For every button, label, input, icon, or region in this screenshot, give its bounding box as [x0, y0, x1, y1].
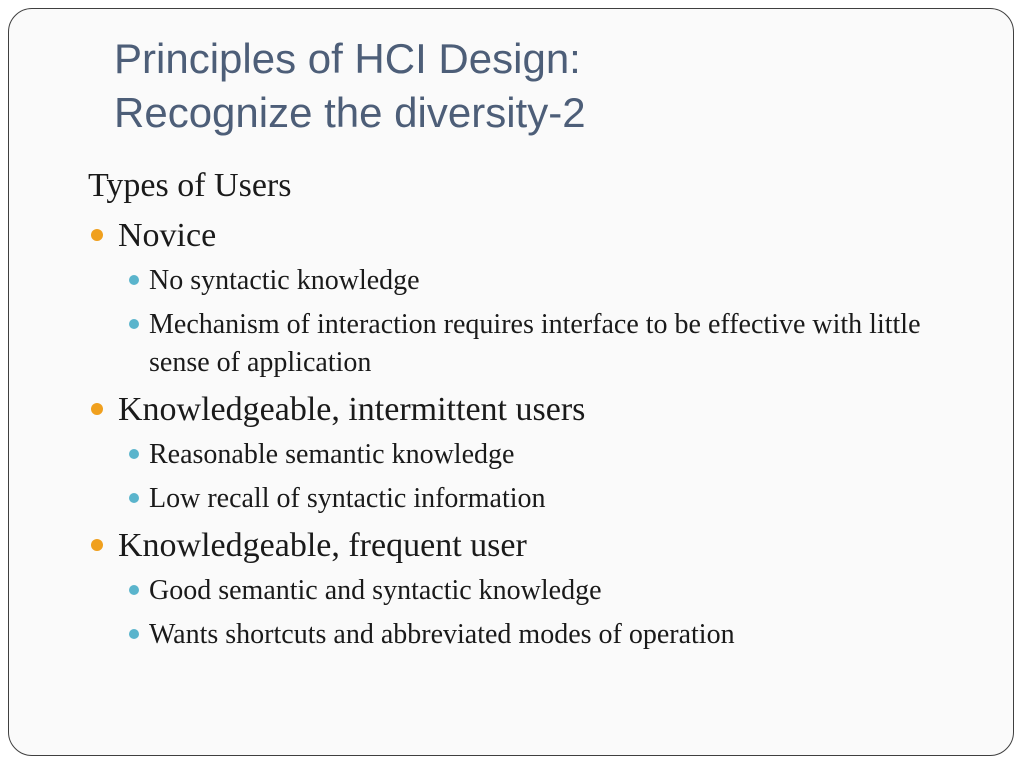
blue-bullet-icon: [129, 319, 139, 329]
title-line-2: Recognize the diversity-2: [114, 89, 586, 136]
title-line-1: Principles of HCI Design:: [114, 35, 581, 82]
orange-bullet-icon: [91, 539, 103, 551]
user-type-group-intermittent: [88, 390, 948, 518]
bullet-text: Wants shortcuts and abbreviated modes of operation: [149, 619, 735, 650]
bullet-text: No syntactic knowledge: [149, 265, 420, 296]
blue-bullet-icon: [129, 629, 139, 639]
bullet-level1: [88, 390, 948, 430]
bullet-level1: [88, 216, 948, 256]
slide-body: [88, 166, 948, 662]
bullet-heading: Knowledgeable, intermittent users: [118, 391, 586, 428]
slide-title: [114, 32, 974, 140]
bullet-level2: [88, 262, 948, 300]
bullet-level2: [88, 436, 948, 474]
orange-bullet-icon: [91, 403, 103, 415]
bullet-level2: [88, 480, 948, 518]
user-type-group-novice: [88, 216, 948, 382]
bullet-heading: Knowledgeable, frequent user: [118, 527, 527, 564]
blue-bullet-icon: [129, 449, 139, 459]
bullet-text: Reasonable semantic knowledge: [149, 439, 515, 470]
bullet-level2: [88, 616, 948, 654]
blue-bullet-icon: [129, 493, 139, 503]
user-type-group-frequent: [88, 526, 948, 654]
bullet-level1: [88, 526, 948, 566]
blue-bullet-icon: [129, 585, 139, 595]
bullet-text: Good semantic and syntactic knowledge: [149, 575, 602, 606]
bullet-text: Mechanism of interaction requires interface to be effective with little sense of application: [149, 309, 921, 378]
intro-text: Types of Users: [88, 167, 292, 204]
blue-bullet-icon: [129, 275, 139, 285]
orange-bullet-icon: [91, 229, 103, 241]
bullet-heading: Novice: [118, 217, 217, 254]
bullet-text: Low recall of syntactic information: [149, 483, 546, 514]
bullet-level2: [88, 572, 948, 610]
bullet-level2: [88, 306, 948, 382]
